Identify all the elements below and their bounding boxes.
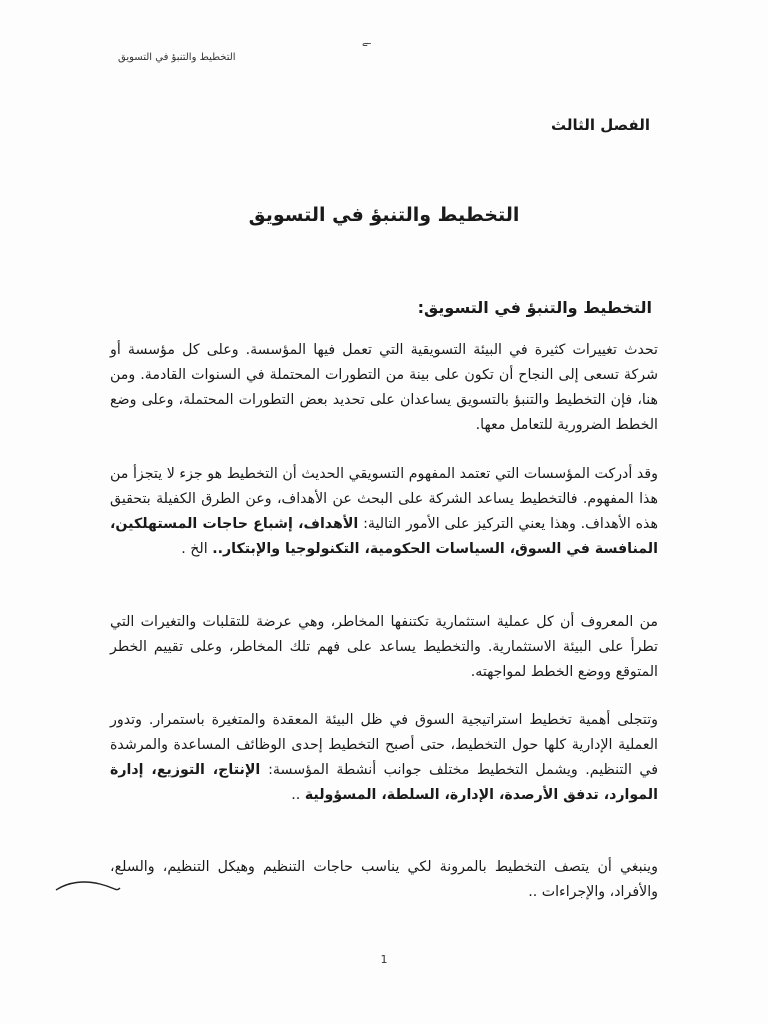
- paragraph-4: [110, 708, 658, 808]
- paragraph-2-text: وقد أدركت المؤسسات التي تعتمد المفهوم التسويقي الحديث أن التخطيط هو جزء لا يتجزأ من هذا المفهوم. فالتخطيط يساعد الشركة على البحث عن الأهداف، وعن الطرق الكفيلة بتحقيق هذه الأهداف. وهذا يعني التركيز على الأمور التالية:: [110, 466, 658, 532]
- paragraph-3: [110, 610, 658, 685]
- paragraph-4-tail: ..: [291, 787, 305, 803]
- paragraph-4-text: وتتجلى أهمية تخطيط استراتيجية السوق في ظل البيئة المعقدة والمتغيرة باستمرار. وتدور العملية الإدارية كلها حول التخطيط، حتى أصبح التخطيط إحدى الوظائف المساعدة والمرشدة في التنظيم. ويشمل التخطيط مختلف جوانب أنشطة المؤسسة:: [110, 712, 659, 778]
- scan-mark: ـے: [362, 36, 371, 47]
- page-number: 1: [380, 953, 388, 966]
- section-heading: التخطيط والتنبؤ في التسويق:: [417, 298, 652, 317]
- paragraph-2: [110, 462, 658, 562]
- paragraph-5-text: وينبغي أن يتصف التخطيط بالمرونة لكي يناسب حاجات التنظيم وهيكل التنظيم، والسلع، والأفراد، والإجراءات ..: [110, 859, 658, 900]
- page-title: التخطيط والتنبؤ في التسويق: [248, 204, 520, 226]
- margin-pen-mark: [54, 876, 124, 898]
- running-header: التخطيط والتنبؤ في التسويق: [118, 52, 236, 63]
- paragraph-1: [110, 338, 658, 438]
- paragraph-5: [110, 855, 658, 905]
- paragraph-3-text: من المعروف أن كل عملية استثمارية تكتنفها المخاطر، وهي عرضة للتقلبات والتغيرات التي تطرأ على البيئة الاستثمارية. والتخطيط يساعد على فهم تلك المخاطر، وعلى تقييم الخطر المتوقع ووضع الخطط لمواجهته.: [110, 614, 658, 680]
- paragraph-1-text: تحدث تغييرات كثيرة في البيئة التسويقية التي تعمل فيها المؤسسة. وعلى كل مؤسسة أو شركة تسعى إلى النجاح أن تكون على بينة من التطورات المحتملة في السنوات القادمة. ومن هنا، فإن التخطيط والتنبؤ بالتسويق يساعدان على تحديد بعض التطورات المحتملة، وعلى وضع الخطط الضرورية للتعامل معها.: [110, 342, 658, 433]
- paragraph-2-tail: الخ .: [181, 541, 213, 557]
- paragraph-4-bold-list: الإنتاج، التوزيع، إدارة الموارد، تدفق الأرصدة، الإدارة، السلطة، المسؤولية: [110, 762, 658, 803]
- chapter-label: الفصل الثالث: [550, 116, 650, 134]
- paragraph-2-bold-list: الأهداف، إشباع حاجات المستهلكين، المنافسة في السوق، السياسات الحكومية، التكنولوجيا والإبتكار..: [110, 516, 658, 557]
